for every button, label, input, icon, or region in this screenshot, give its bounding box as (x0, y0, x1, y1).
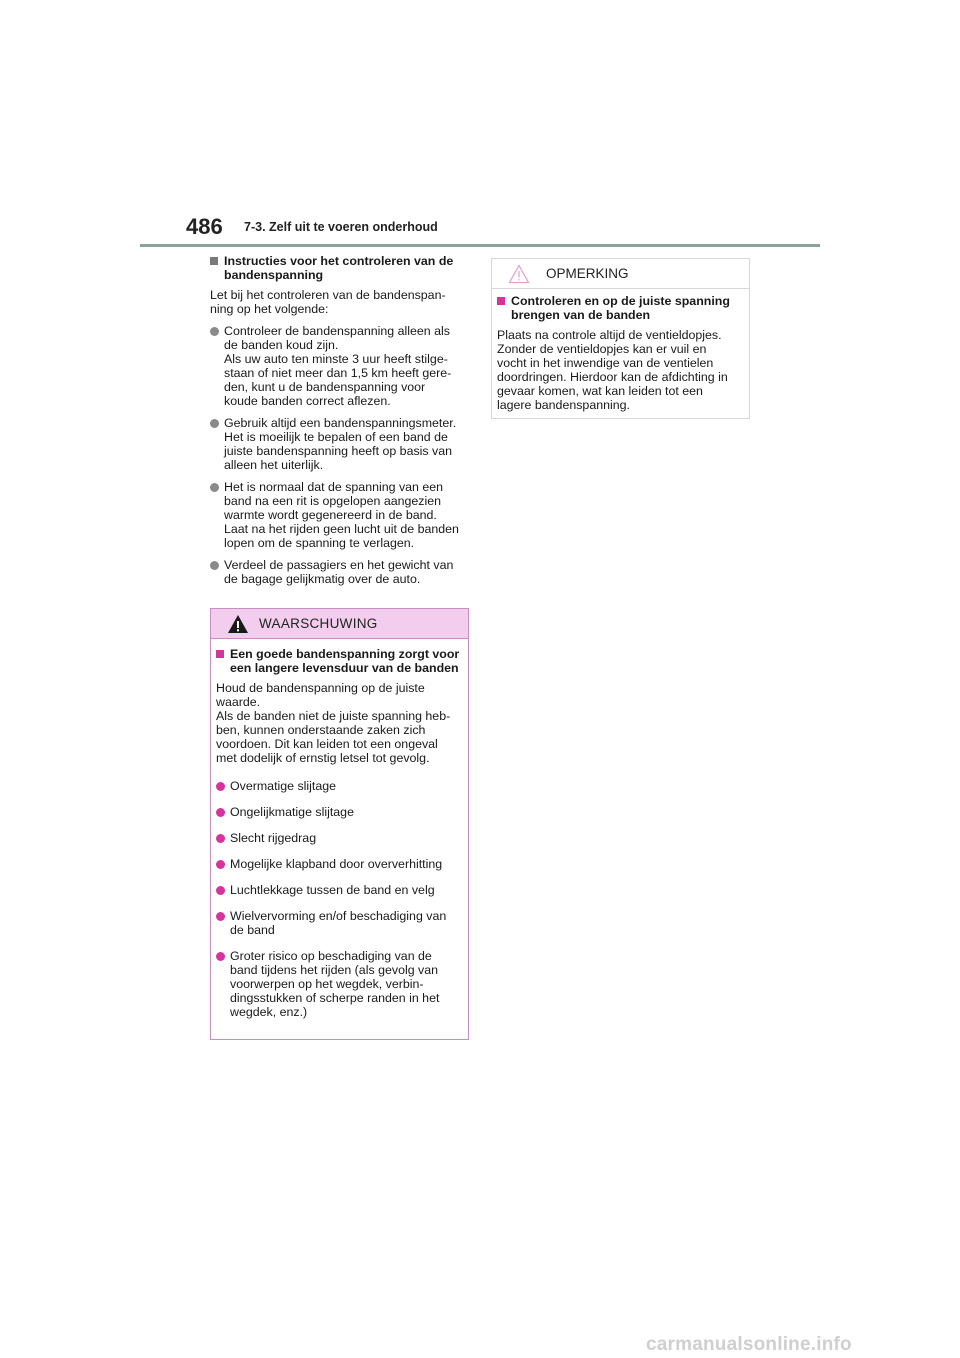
list-item (210, 480, 472, 550)
list-item-text: Gebruik altijd een bandenspanningsmeter. Het is moeilijk te bepalen of een band de juiste bandenspanning heeft op basis van alleen het uiterlijk. (224, 416, 457, 472)
note-box (491, 258, 750, 419)
left-column (210, 254, 472, 594)
warning-title: WAARSCHUWING (259, 616, 378, 631)
warning-heading (216, 647, 462, 675)
warning-heading-text: Een goede bandenspanning zorgt voor een langere levensduur van de banden (230, 647, 460, 675)
note-title: OPMERKING (546, 266, 629, 281)
list-item (216, 831, 462, 845)
list-item (216, 949, 462, 1019)
warning-body (211, 639, 468, 1037)
list-item (216, 857, 462, 871)
bullet-dot-icon (216, 808, 225, 817)
list-item-text: Verdeel de passagiers en het gewicht van de bagage gelijkmatig over de auto. (224, 558, 454, 586)
bullet-dot-icon (216, 860, 225, 869)
warning-header (211, 609, 468, 639)
warning-triangle-icon (227, 614, 249, 634)
warning-box (210, 608, 469, 1040)
bullet-dot-icon (210, 419, 219, 428)
list-item (216, 909, 462, 937)
section-heading-text: Instructies voor het controleren van de bandenspanning (224, 254, 454, 282)
bullet-dot-icon (210, 327, 219, 336)
list-item-text: Ongelijkmatige slijtage (230, 805, 354, 819)
header-rule (140, 244, 820, 247)
bullet-dot-icon (216, 834, 225, 843)
list-item-text: Slecht rijgedrag (230, 831, 317, 845)
list-item (210, 324, 472, 408)
warning-paragraph: Houd de bandenspanning op de juiste waarde. Als de banden niet de juiste spanning heb- ben, kunnen onderstaande zaken zich voordoen. Dit kan leiden tot een ongeval met dodelijk of ernstig letsel tot gevolg. (216, 681, 451, 765)
bullet-dot-icon (216, 912, 225, 921)
list-item (210, 416, 472, 472)
caution-triangle-icon (508, 264, 530, 284)
note-paragraph: Plaats na controle altijd de ventieldopjes. Zonder de ventieldopjes kan er vuil en vocht in het inwendige van de ventielen doordringen. Hierdoor kan de afdichting in gevaar komen, wat kan leiden tot een lagere bandenspanning. (497, 328, 728, 412)
list-item (210, 558, 472, 586)
bullet-dot-icon (210, 483, 219, 492)
list-item-text: Overmatige slijtage (230, 779, 337, 793)
page-number: 486 (186, 214, 223, 239)
bullet-dot-icon (216, 782, 225, 791)
list-item-text: Luchtlekkage tussen de band en velg (230, 883, 435, 897)
list-item (216, 779, 462, 793)
list-item (216, 805, 462, 819)
bullet-dot-icon (210, 561, 219, 570)
list-item-text: Groter risico op beschadiging van de band tijdens het rijden (als gevolg van voorwerpen op het wegdek, verbin- dingsstukken of scherpe randen in het wegdek, enz.) (230, 949, 440, 1019)
square-bullet-icon (216, 650, 224, 658)
bullet-dot-icon (216, 886, 225, 895)
note-header (492, 259, 749, 289)
list-item-text: Controleer de bandenspanning alleen als de banden koud zijn. Als uw auto ten minste 3 uur heeft stilge- staan of niet meer dan 1,5 km heeft gere- den, kunt u de bandenspanning voor koude banden correct aflezen. (224, 324, 452, 408)
square-bullet-icon (210, 257, 218, 265)
intro-paragraph: Let bij het controleren van de bandenspan- ning op het volgende: (210, 288, 446, 316)
list-item (216, 883, 462, 897)
list-item-text: Mogelijke klapband door oververhitting (230, 857, 443, 871)
list-item-text: Het is normaal dat de spanning van een band na een rit is opgelopen aangezien warmte wordt gegenereerd in de band. Laat na het rijden geen lucht uit de banden lopen om de spanning te verlagen. (224, 480, 459, 550)
section-title: 7-3. Zelf uit te voeren onderhoud (244, 220, 438, 234)
bullet-dot-icon (216, 952, 225, 961)
section-heading (210, 254, 472, 282)
list-item-text: Wielvervorming en/of beschadiging van de band (230, 909, 447, 937)
square-bullet-icon (497, 297, 505, 305)
note-heading-text: Controleren en op de juiste spanning brengen van de banden (511, 294, 730, 322)
note-heading (497, 294, 743, 322)
note-body (492, 289, 749, 426)
watermark: carmanualsonline.info (646, 1334, 852, 1355)
